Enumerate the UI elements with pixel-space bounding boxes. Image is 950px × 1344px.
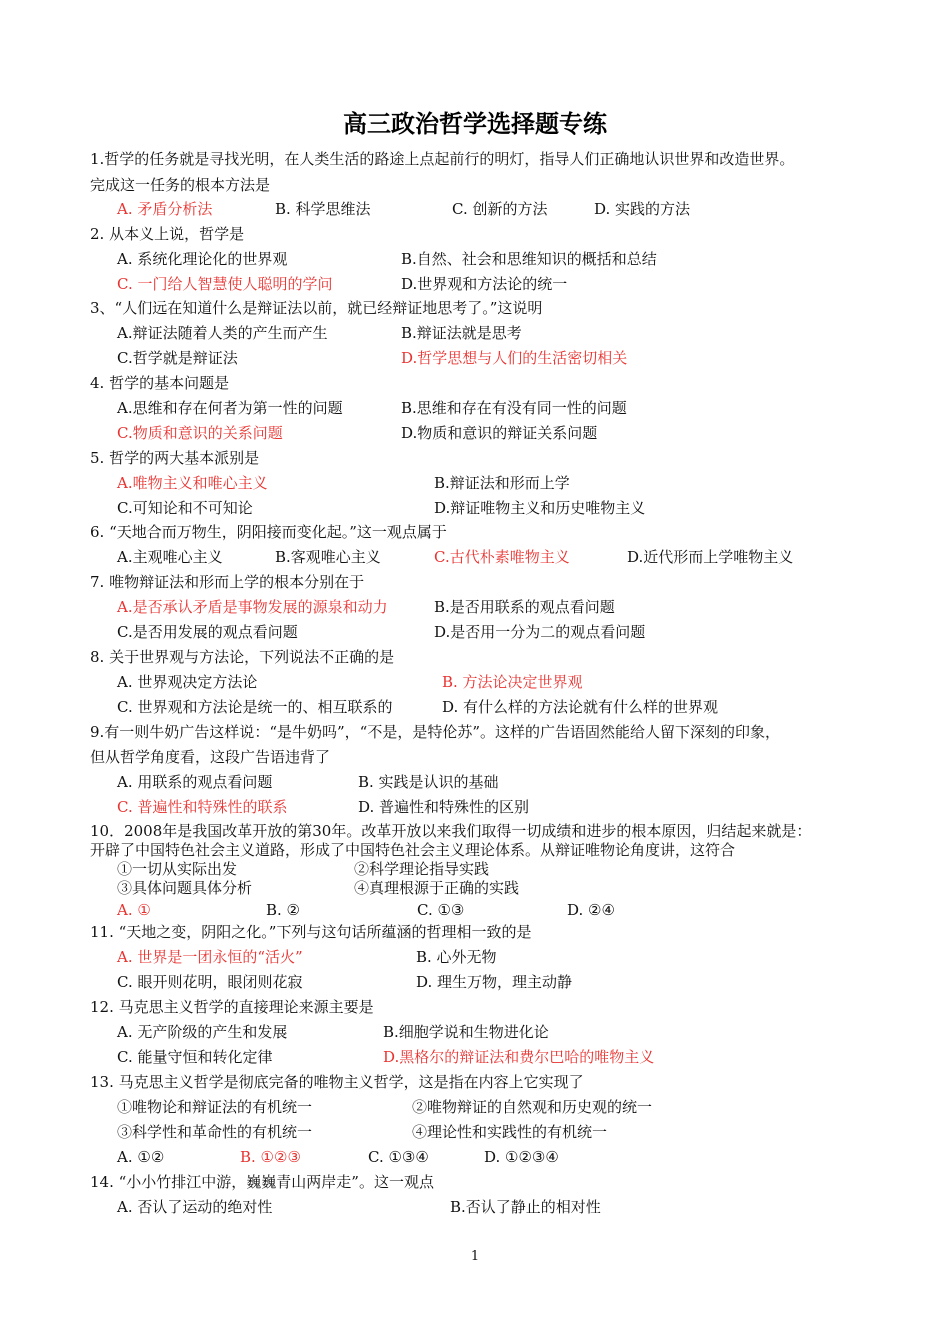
answer-option: B.细胞学说和生物进化论 <box>383 1023 549 1041</box>
answer-option: A. 世界是一团永恒的“活火” <box>117 948 303 966</box>
answer-option: C. 世界观和方法论是统一的、相互联系的 <box>117 698 393 716</box>
question-stem: 8. 关于世界观与方法论，下列说法不正确的是 <box>90 648 395 666</box>
statement-item: ④理论性和实践性的有机统一 <box>412 1123 608 1141</box>
answer-option: B. 科学思维法 <box>275 200 371 218</box>
answer-option: B.思维和存在有没有同一性的问题 <box>401 399 627 417</box>
answer-option: D.哲学思想与人们的生活密切相关 <box>401 349 628 367</box>
question-stem: 开辟了中国特色社会主义道路，形成了中国特色社会主义理论体系。从辩证唯物论角度讲，这符合 <box>90 841 736 859</box>
question-stem: 7. 唯物辩证法和形而上学的根本分别在于 <box>90 573 365 591</box>
statement-item: ④真理根源于正确的实践 <box>354 879 520 897</box>
statement-item: ①唯物论和辩证法的有机统一 <box>117 1098 313 1116</box>
question-stem: 14. “小小竹排江中游，巍巍青山两岸走”。这一观点 <box>90 1173 434 1191</box>
answer-option: B. ①②③ <box>240 1148 301 1166</box>
answer-option: B.是否用联系的观点看问题 <box>434 598 615 616</box>
answer-option: A.唯物主义和唯心主义 <box>117 474 268 492</box>
question-stem: 3、“人们远在知道什么是辩证法以前，就已经辩证地思考了。”这说明 <box>90 299 543 317</box>
statement-item: ②科学理论指导实践 <box>354 860 490 878</box>
answer-option: D. 有什么样的方法论就有什么样的世界观 <box>442 698 719 716</box>
answer-option: C.哲学就是辩证法 <box>117 349 238 367</box>
answer-option: C. ①③④ <box>368 1148 429 1166</box>
question-stem: 1.哲学的任务就是寻找光明，在人类生活的路途上点起前行的明灯，指导人们正确地认识世界和改造世界。 <box>90 150 795 168</box>
question-stem: 完成这一任务的根本方法是 <box>90 176 271 194</box>
question-stem: 4. 哲学的基本问题是 <box>90 374 230 392</box>
answer-option: C.是否用发展的观点看问题 <box>117 623 298 641</box>
answer-option: D. ①②③④ <box>484 1148 559 1166</box>
answer-option: A.是否承认矛盾是事物发展的源泉和动力 <box>117 598 388 616</box>
statement-item: ③具体问题具体分析 <box>117 879 253 897</box>
answer-option: C.古代朴素唯物主义 <box>434 548 570 566</box>
answer-option: A.主观唯心主义 <box>117 548 223 566</box>
answer-option: B. ② <box>266 901 301 919</box>
answer-option: C. 眼开则花明，眼闭则花寂 <box>117 973 303 991</box>
answer-option: D.是否用一分为二的观点看问题 <box>434 623 646 641</box>
answer-option: C. 能量守恒和转化定律 <box>117 1048 273 1066</box>
question-stem: 2. 从本义上说，哲学是 <box>90 225 245 243</box>
answer-option: C.可知论和不可知论 <box>117 499 253 517</box>
question-stem: 6. “天地合而万物生，阴阳接而变化起。”这一观点属于 <box>90 523 447 541</box>
answer-option: B. 实践是认识的基础 <box>358 773 499 791</box>
answer-option: C. 普遍性和特殊性的联系 <box>117 798 288 816</box>
answer-option: A. ①② <box>117 1148 165 1166</box>
answer-option: D.物质和意识的辩证关系问题 <box>401 424 598 442</box>
answer-option: A.思维和存在何者为第一性的问题 <box>117 399 343 417</box>
answer-option: C. 创新的方法 <box>452 200 548 218</box>
answer-option: D.近代形而上学唯物主义 <box>627 548 794 566</box>
answer-option: D. 理生万物，理主动静 <box>416 973 573 991</box>
question-stem: 5. 哲学的两大基本派别是 <box>90 449 260 467</box>
answer-option: A. 矛盾分析法 <box>117 200 213 218</box>
answer-option: D.世界观和方法论的统一 <box>401 275 568 293</box>
answer-option: B.否认了静止的相对性 <box>450 1198 601 1216</box>
answer-option: A. 否认了运动的绝对性 <box>117 1198 273 1216</box>
answer-option: A.辩证法随着人类的产生而产生 <box>117 324 328 342</box>
answer-option: D.辩证唯物主义和历史唯物主义 <box>434 499 646 517</box>
question-stem: 12. 马克思主义哲学的直接理论来源主要是 <box>90 998 374 1016</box>
answer-option: D.黑格尔的辩证法和费尔巴哈的唯物主义 <box>383 1048 655 1066</box>
answer-option: B.辩证法就是思考 <box>401 324 522 342</box>
question-stem: 但从哲学角度看，这段广告语违背了 <box>90 748 331 766</box>
question-stem: 9.有一则牛奶广告这样说：“是牛奶吗”，“不是，是特伦苏”。这样的广告语固然能给人留下深刻的印象， <box>90 723 780 741</box>
answer-option: D. ②④ <box>567 901 615 919</box>
page-title: 高三政治哲学选择题专练 <box>343 110 607 138</box>
question-stem: 10．2008年是我国改革开放的第30年。改革开放以来我们取得一切成绩和进步的根本原因，归结起来就是： <box>90 822 812 840</box>
statement-item: ②唯物辩证的自然观和历史观的统一 <box>412 1098 653 1116</box>
answer-option: B. 心外无物 <box>416 948 497 966</box>
page-number: 1 <box>470 1249 480 1264</box>
answer-option: A. 用联系的观点看问题 <box>117 773 273 791</box>
answer-option: C.物质和意识的关系问题 <box>117 424 283 442</box>
answer-option: B.辩证法和形而上学 <box>434 474 570 492</box>
answer-option: A. 世界观决定方法论 <box>117 673 258 691</box>
statement-item: ③科学性和革命性的有机统一 <box>117 1123 313 1141</box>
answer-option: C. 一门给人智慧使人聪明的学问 <box>117 275 333 293</box>
question-stem: 11. “天地之变，阴阳之化。”下列与这句话所蕴涵的哲理相一致的是 <box>90 923 532 941</box>
answer-option: A. 系统化理论化的世界观 <box>117 250 288 268</box>
answer-option: B.自然、社会和思维知识的概括和总结 <box>401 250 657 268</box>
answer-option: C. ①③ <box>417 901 465 919</box>
answer-option: B. 方法论决定世界观 <box>442 673 583 691</box>
answer-option: D. 实践的方法 <box>594 200 691 218</box>
answer-option: A. ① <box>117 901 151 919</box>
answer-option: A. 无产阶级的产生和发展 <box>117 1023 288 1041</box>
question-stem: 13. 马克思主义哲学是彻底完备的唯物主义哲学，这是指在内容上它实现了 <box>90 1073 584 1091</box>
answer-option: B.客观唯心主义 <box>275 548 381 566</box>
answer-option: D. 普遍性和特殊性的区别 <box>358 798 530 816</box>
statement-item: ①一切从实际出发 <box>117 860 238 878</box>
